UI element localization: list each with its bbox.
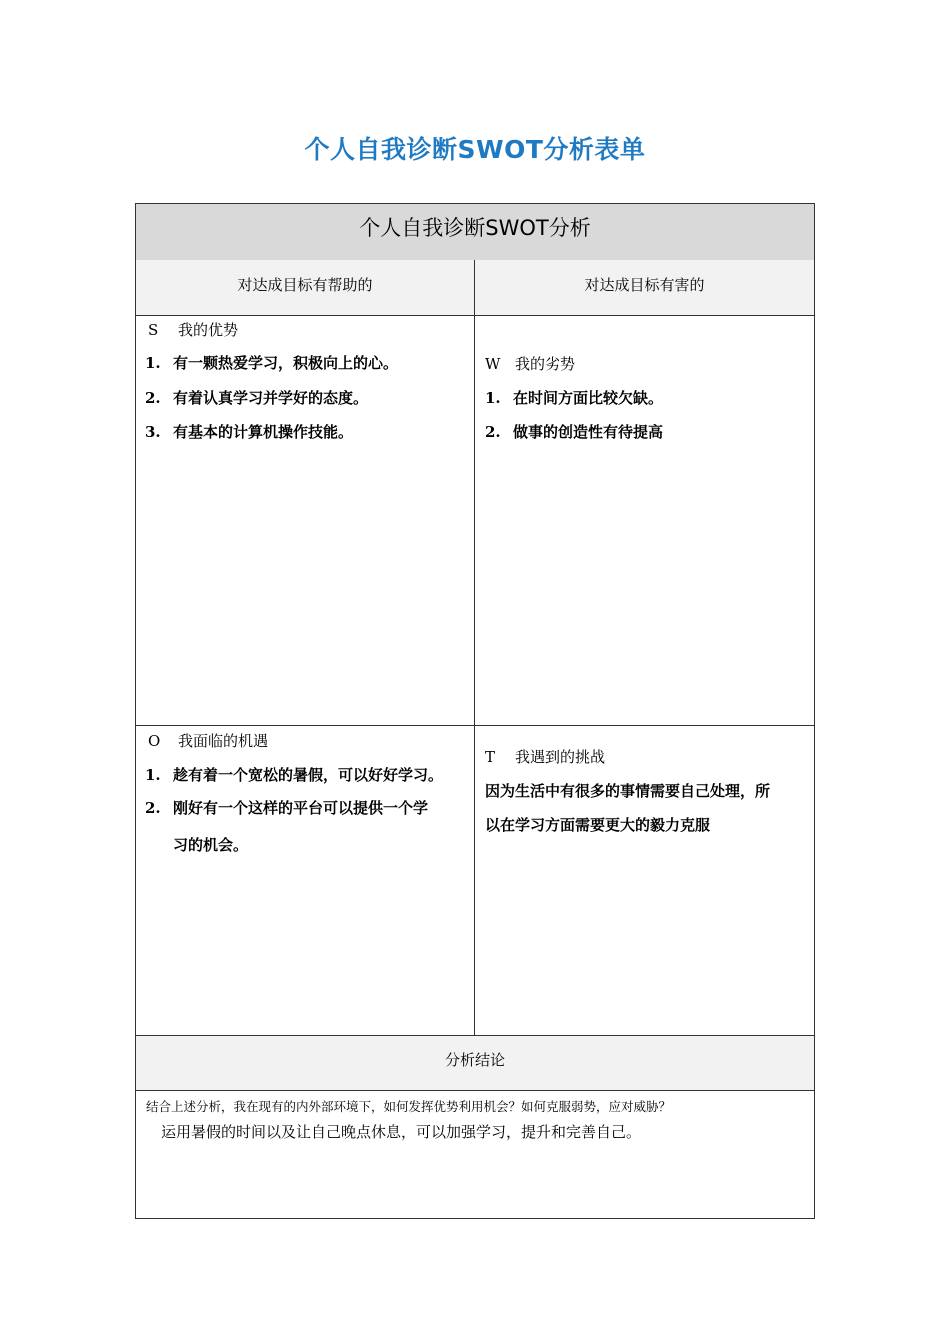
- threats-cell: [475, 726, 814, 1036]
- list-item-continuation: 习的机会。: [173, 836, 249, 854]
- list-item: 3. 有基本的计算机操作技能。: [145, 423, 354, 441]
- list-item: 1. 在时间方面比较欠缺。: [485, 389, 664, 407]
- strengths-letter: S: [148, 321, 159, 339]
- threats-text-line: 以在学习方面需要更大的毅力克服: [485, 816, 711, 834]
- list-item: 1. 趁有着一个宽松的暑假，可以好好学习。: [145, 766, 444, 784]
- weaknesses-heading-text: 我的劣势: [515, 355, 576, 373]
- divider: [136, 1090, 814, 1091]
- weaknesses-heading: [485, 353, 575, 374]
- threats-heading: [485, 746, 605, 767]
- column-header-harmful: 对达成目标有害的: [584, 276, 705, 294]
- list-item: 2. 刚好有一个这样的平台可以提供一个学: [145, 799, 429, 817]
- strengths-heading: [148, 319, 238, 340]
- conclusion-prompt: 结合上述分析，我在现有的内外部环境下，如何发挥优势利用机会？如何克服弱势，应对威胁？: [146, 1099, 672, 1114]
- table-header-title: 个人自我诊断SWOT分析: [359, 216, 591, 240]
- swot-table: [135, 203, 815, 1219]
- strengths-cell: [136, 315, 474, 725]
- column-headers: [136, 260, 814, 315]
- conclusion-label: 分析结论: [444, 1051, 505, 1069]
- opportunities-letter: O: [148, 732, 161, 750]
- list-item: 2. 做事的创造性有待提高: [485, 423, 664, 441]
- conclusion-answer: 运用暑假的时间以及让自己晚点休息，可以加强学习，提升和完善自己。: [161, 1123, 642, 1141]
- threats-letter: T: [485, 748, 496, 766]
- column-header-helpful: 对达成目标有帮助的: [237, 276, 373, 294]
- list-item: 2. 有着认真学习并学好的态度。: [145, 389, 369, 407]
- threats-heading-text: 我遇到的挑战: [515, 748, 606, 766]
- weaknesses-letter: W: [485, 355, 501, 373]
- page-title: 个人自我诊断SWOT分析表单: [304, 135, 646, 164]
- weaknesses-cell: [475, 315, 814, 725]
- conclusion-header: [136, 1036, 814, 1091]
- opportunities-heading: [148, 730, 268, 751]
- list-item: 1. 有一颗热爱学习，积极向上的心。: [145, 354, 399, 372]
- threats-text-line: 因为生活中有很多的事情需要自己处理，所: [485, 782, 771, 800]
- table-header: [136, 204, 814, 260]
- strengths-heading-text: 我的优势: [178, 321, 239, 339]
- opportunities-heading-text: 我面临的机遇: [178, 732, 269, 750]
- opportunities-cell: [136, 726, 474, 1036]
